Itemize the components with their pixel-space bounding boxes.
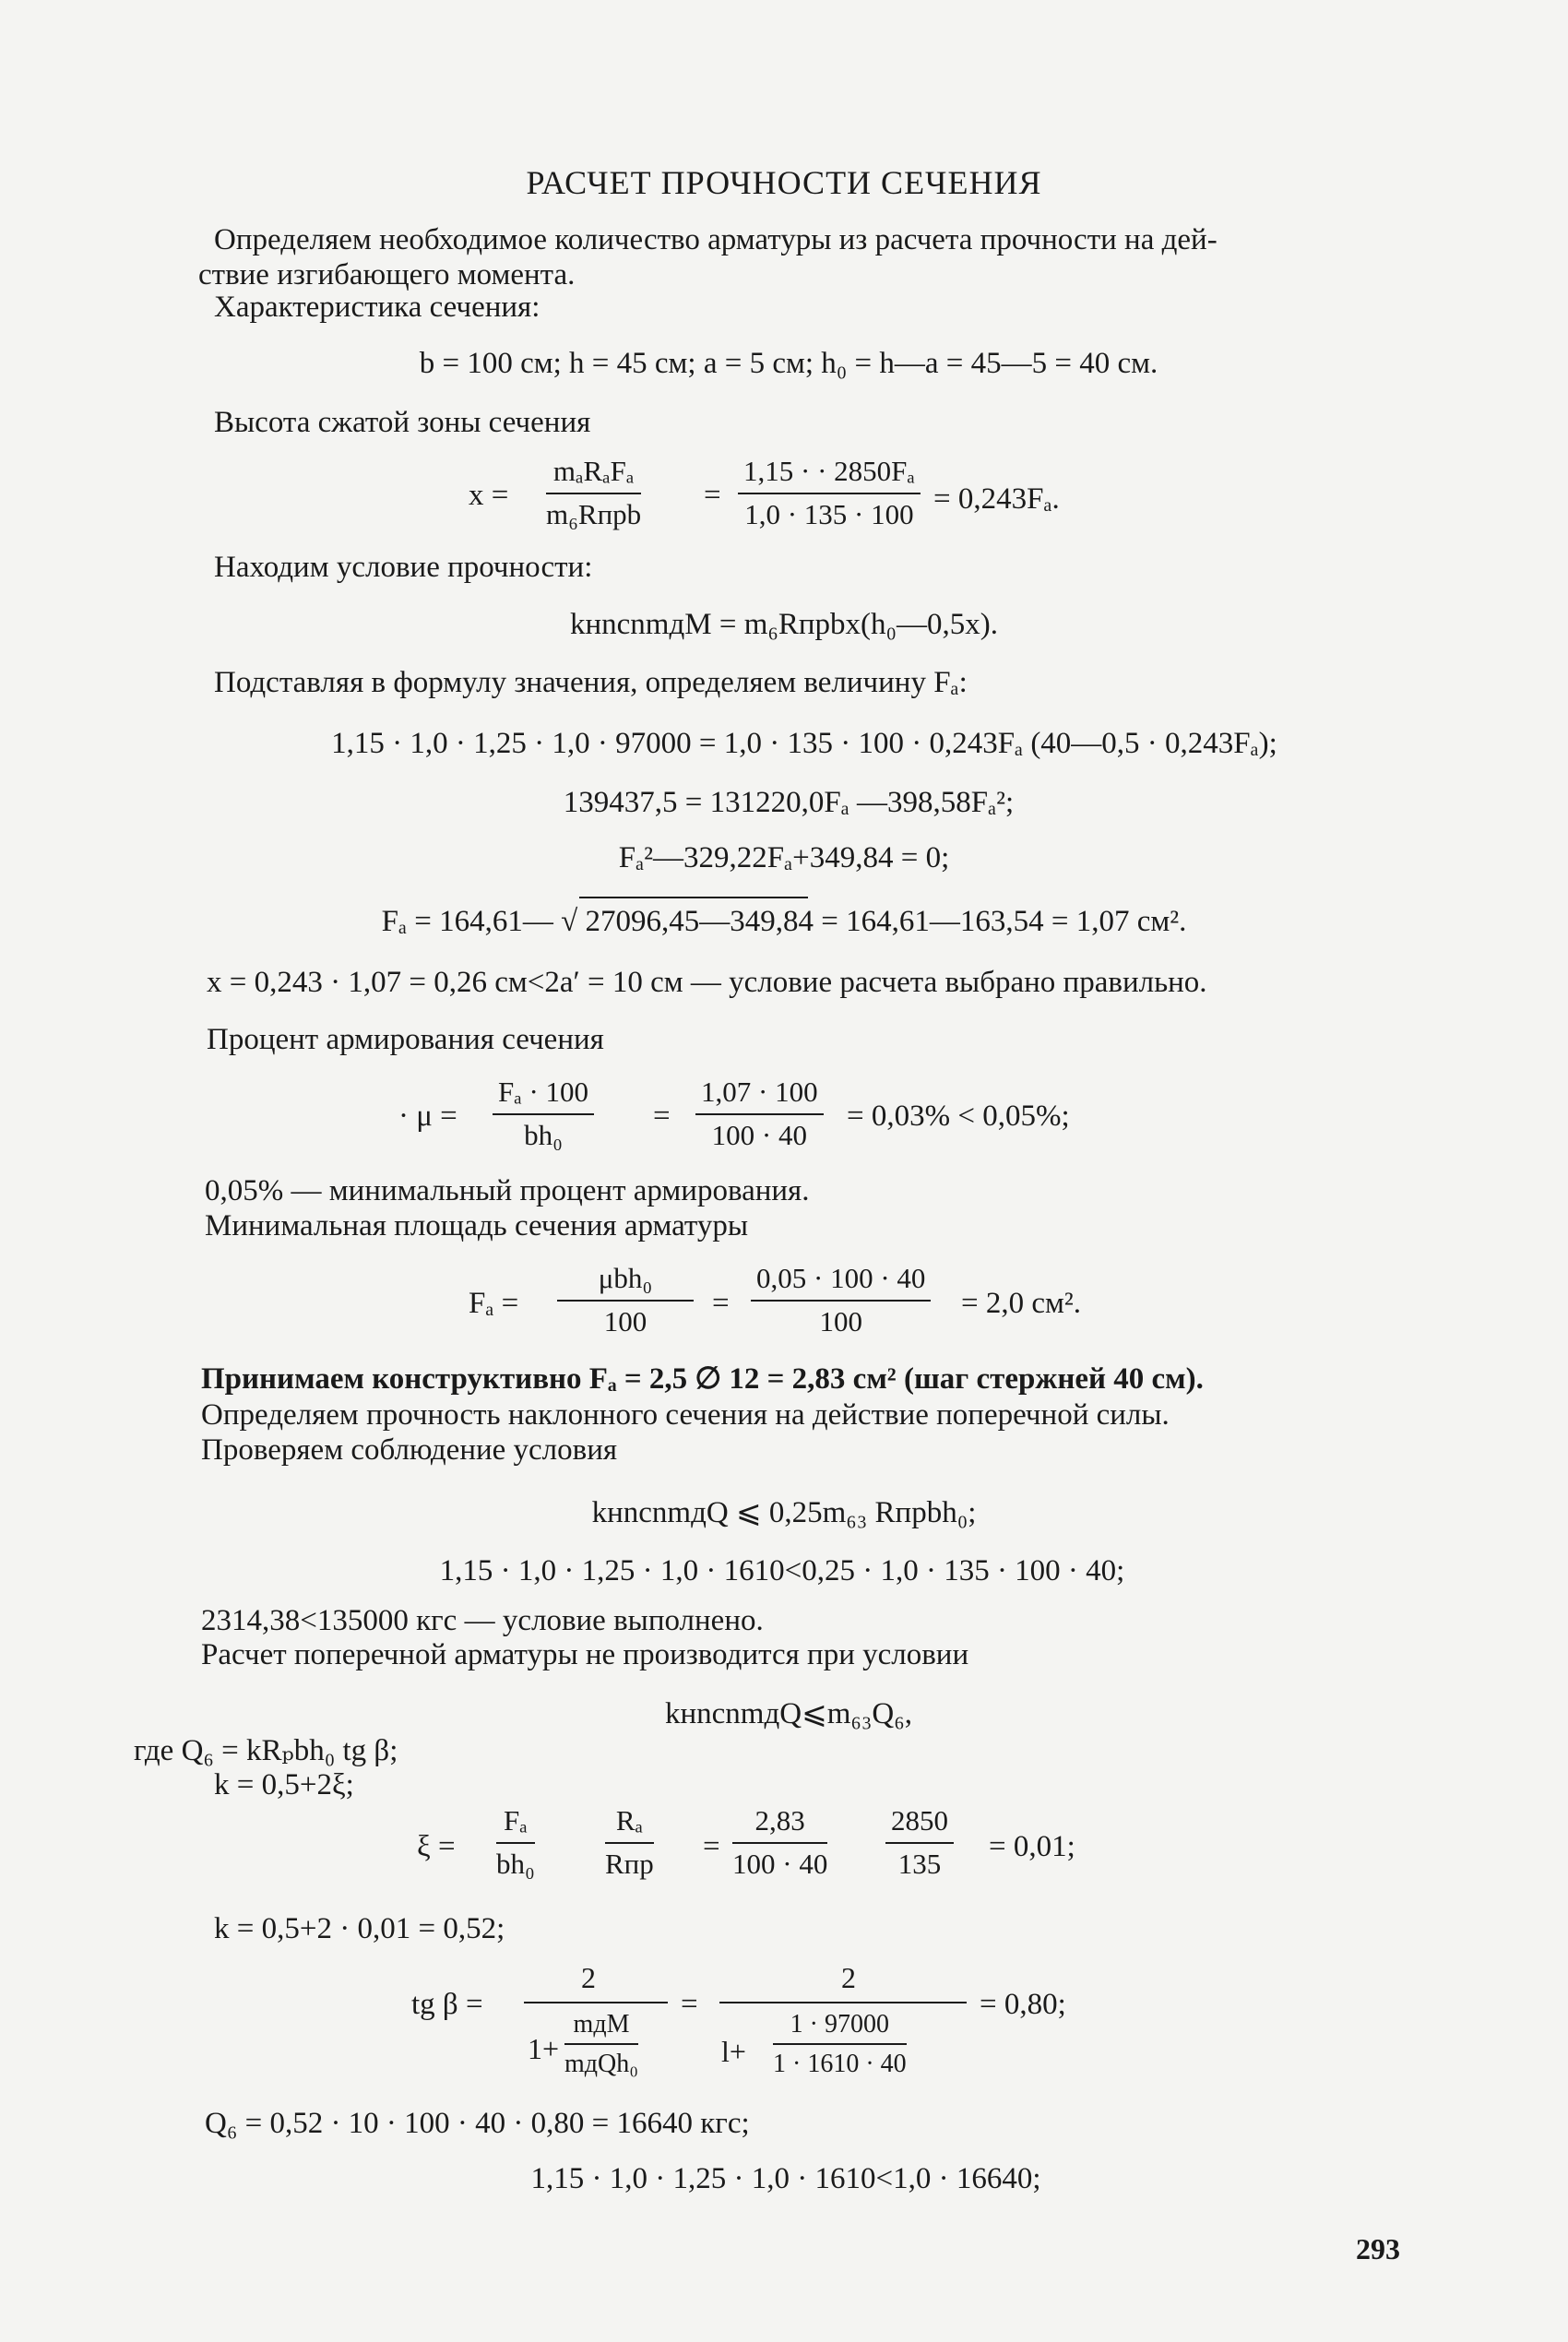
formula-rhs: = 2,0 см².	[961, 1287, 1082, 1320]
equals-sign: =	[704, 479, 721, 512]
denominator: mдQh₀	[564, 2050, 639, 2079]
denominator: m₆Rпрb	[546, 497, 642, 530]
formula-lhs: ξ =	[417, 1830, 456, 1863]
equals-sign: =	[712, 1287, 730, 1320]
fraction	[493, 1077, 594, 1150]
paragraph-line: Проверяем соблюдение условия	[201, 1433, 618, 1467]
numerator: 1,15 · · 2850Fₐ	[738, 457, 921, 494]
paragraph-line: Находим условие прочности:	[214, 551, 593, 584]
fraction	[546, 457, 641, 529]
numerator: mдM	[564, 2011, 638, 2045]
fraction	[732, 1806, 827, 1879]
numerator: Fₐ · 100	[493, 1077, 594, 1115]
denominator-prefix: 1+	[528, 2032, 560, 2065]
numerator: 1 · 97000	[773, 2011, 907, 2045]
equals-sign: =	[653, 1100, 671, 1133]
shear-condition-formula: kнnсnmдQ ⩽ 0,25m₆₃ Rпрbh₀;	[591, 1496, 977, 1529]
numerator: 2850	[885, 1806, 954, 1844]
formula-rhs: = 0,243Fₐ.	[933, 482, 1060, 516]
fraction	[885, 1806, 954, 1879]
numerator: Fₐ	[496, 1806, 535, 1844]
fraction	[557, 1264, 694, 1337]
denominator: bh₀	[496, 1847, 535, 1880]
equals-sign: =	[681, 1988, 698, 2021]
fraction-bar	[719, 2002, 967, 2003]
denominator: 100 · 40	[732, 1847, 828, 1880]
page-title: РАСЧЕТ ПРОЧНОСТИ СЕЧЕНИЯ	[526, 164, 1042, 201]
substitution-formula: Fₐ²—329,22Fₐ+349,84 = 0;	[618, 841, 950, 874]
radical-bar	[579, 897, 808, 898]
paragraph-line: Расчет поперечной арматуры не производится при условии	[201, 1638, 969, 1671]
formula-rhs: = 0,01;	[989, 1830, 1075, 1863]
paragraph-line: Характеристика сечения:	[214, 291, 540, 324]
fraction	[773, 2011, 907, 2078]
numerator: Rₐ	[605, 1806, 654, 1844]
k-value-line: k = 0,5+2 · 0,01 = 0,52;	[214, 1912, 505, 1945]
substitution-formula: 1,15 · 1,0 · 1,25 · 1,0 · 97000 = 1,0 · 135 · 100 · 0,243Fₐ (40—0,5 · 0,243Fₐ);	[331, 727, 1277, 760]
paragraph-line: где Q₆ = kRₚbh₀ tg β;	[134, 1734, 398, 1767]
equals-sign: =	[703, 1830, 720, 1863]
formula-lhs: · μ =	[398, 1100, 457, 1133]
denominator: 1,0 · 135 · 100	[744, 497, 914, 530]
paragraph-line: Процент армирования сечения	[207, 1023, 604, 1056]
substitution-formula: 139437,5 = 131220,0Fₐ —398,58Fₐ²;	[563, 786, 1015, 819]
section-characteristics-formula: b = 100 см; h = 45 см; a = 5 см; h₀ = h—a = 45—5 = 40 см.	[419, 347, 1158, 380]
denominator: 135	[897, 1847, 942, 1880]
shear-reinforcement-condition: kнnсnmдQ⩽m₆₃Q₆,	[664, 1697, 913, 1730]
paragraph-line: Определяем прочность наклонного сечения на действие поперечной силы.	[201, 1398, 1170, 1432]
formula-lhs: x =	[469, 479, 509, 512]
denominator: 100 · 40	[711, 1118, 807, 1151]
paragraph-line: Минимальная площадь сечения арматуры	[205, 1209, 749, 1242]
substitution-formula: Fₐ = 164,61— √ 27096,45—349,84 = 164,61—163,54 = 1,07 см².	[381, 905, 1187, 938]
paragraph-line: 0,05% — минимальный процент армирования.	[205, 1174, 810, 1207]
paragraph-line: Принимаем конструктивно Fₐ = 2,5 ∅ 12 = 2,83 см² (шаг стержней 40 см).	[201, 1362, 1204, 1396]
numerator: 2	[581, 1961, 596, 1994]
denominator-prefix: l+	[721, 2035, 746, 2068]
formula-rhs: = 0,80;	[980, 1988, 1066, 2021]
fraction-bar	[524, 2002, 668, 2003]
formula-rhs: = 0,03% < 0,05%;	[847, 1100, 1070, 1133]
denominator: 1 · 1610 · 40	[773, 2050, 907, 2079]
numerator: 2	[841, 1961, 856, 1994]
shear-substitution-formula: 1,15 · 1,0 · 1,25 · 1,0 · 1610<0,25 · 1,0 · 135 · 100 · 40;	[439, 1554, 1125, 1587]
numerator: mₐRₐFₐ	[546, 457, 641, 494]
denominator: bh₀	[524, 1118, 563, 1151]
paragraph-line: ствие изгибающего момента.	[198, 258, 576, 291]
numerator: μbh₀	[557, 1264, 694, 1302]
fraction	[695, 1077, 824, 1150]
paragraph-line: k = 0,5+2ξ;	[214, 1768, 354, 1801]
formula-lhs: tg β =	[411, 1988, 483, 2021]
numerator: 1,07 · 100	[695, 1077, 824, 1115]
denominator: 100	[603, 1304, 647, 1337]
paragraph-line: 2314,38<135000 кгс — условие выполнено.	[201, 1604, 764, 1637]
final-check-formula: 1,15 · 1,0 · 1,25 · 1,0 · 1610<1,0 · 16640;	[530, 2162, 1041, 2195]
strength-condition-formula: kнnсnmдM = m₆Rпрbx(h₀—0,5x).	[569, 608, 999, 641]
denominator: 100	[819, 1304, 862, 1337]
page-number: 293	[1356, 2232, 1400, 2265]
fraction	[564, 2011, 638, 2078]
numerator: 2,83	[732, 1806, 827, 1844]
paragraph-line: Подставляя в формулу значения, определяем величину Fₐ:	[214, 666, 968, 699]
numerator: 0,05 · 100 · 40	[751, 1264, 931, 1302]
fraction	[751, 1264, 931, 1337]
fraction	[605, 1806, 654, 1879]
fraction	[738, 457, 921, 529]
q6-value-line: Q₆ = 0,52 · 10 · 100 · 40 · 0,80 = 16640 кгс;	[205, 2107, 750, 2140]
check-x-line: x = 0,243 · 1,07 = 0,26 см<2a′ = 10 см — условие расчета выбрано правильно.	[207, 966, 1207, 999]
formula-lhs: Fₐ =	[469, 1287, 519, 1320]
denominator: Rпр	[605, 1847, 654, 1880]
paragraph-line: Определяем необходимое количество арматуры из расчета прочности на дей-	[214, 223, 1218, 256]
fraction	[496, 1806, 535, 1879]
paragraph-line: Высота сжатой зоны сечения	[214, 406, 591, 439]
